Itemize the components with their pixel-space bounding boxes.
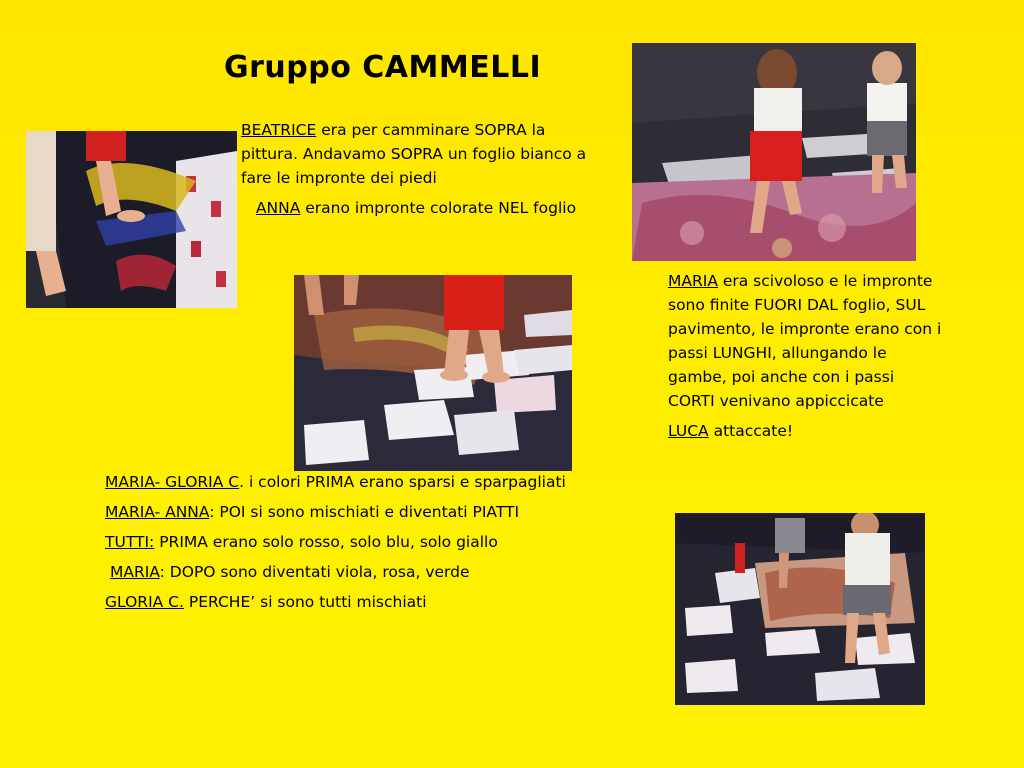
photo-children-sheets [675, 513, 925, 705]
beatrice-text: era per camminare SOPRA la pittura. Andavamo SOPRA un foglio bianco a fare le impronte dei piedi [241, 121, 587, 187]
maria-2-text: : DOPO sono diventati viola, rosa, verde [159, 563, 470, 581]
tutti-text: PRIMA erano solo rosso, solo blu, solo giallo [154, 533, 498, 551]
luca-text: attaccate! [708, 422, 794, 440]
anna-text: erano impronte colorate NEL foglio [300, 199, 577, 217]
photo-feet-painting [26, 131, 237, 308]
paragraph-anna [241, 196, 591, 220]
speaker-luca: LUCA [668, 422, 709, 440]
speaker-gloria: GLORIA C. [105, 593, 184, 611]
photo-footprints-squares [294, 275, 572, 471]
page-title: Gruppo CAMMELLI [224, 50, 542, 85]
speaker-tutti: TUTTI: [105, 533, 155, 551]
speaker-maria: MARIA [668, 272, 718, 290]
speaker-maria-gloria: MARIA- GLORIA C [105, 473, 240, 491]
maria-text: era scivoloso e le impronte sono finite FUORI DAL foglio, SUL pavimento, le impronte erano con i passi LUNGHI, allungando le gambe, poi anche con i passi CORTI venivano appiccicate [668, 272, 942, 410]
maria-gloria-text: . i colori PRIMA erano sparsi e sparpagliati [239, 473, 566, 491]
line-gloria [105, 590, 595, 614]
line-maria-gloria [105, 470, 595, 494]
gloria-text: PERCHE’ si sono tutti mischiati [183, 593, 427, 611]
paragraph-maria [668, 269, 943, 413]
line-maria-anna [105, 500, 595, 524]
text-block-beatrice-anna [241, 118, 591, 226]
speaker-beatrice: BEATRICE [241, 121, 317, 139]
text-block-colors [105, 470, 595, 620]
speaker-maria-anna: MARIA- ANNA [105, 503, 210, 521]
line-tutti [105, 530, 595, 554]
maria-anna-text: : POI si sono mischiati e diventati PIATTI [209, 503, 520, 521]
speaker-maria-2: MARIA [110, 563, 160, 581]
photo-child-walking [632, 43, 916, 261]
text-block-maria-luca [668, 269, 943, 449]
speaker-anna: ANNA [255, 199, 301, 217]
paragraph-beatrice [241, 118, 591, 190]
line-maria [105, 560, 595, 584]
paragraph-luca [668, 419, 943, 443]
